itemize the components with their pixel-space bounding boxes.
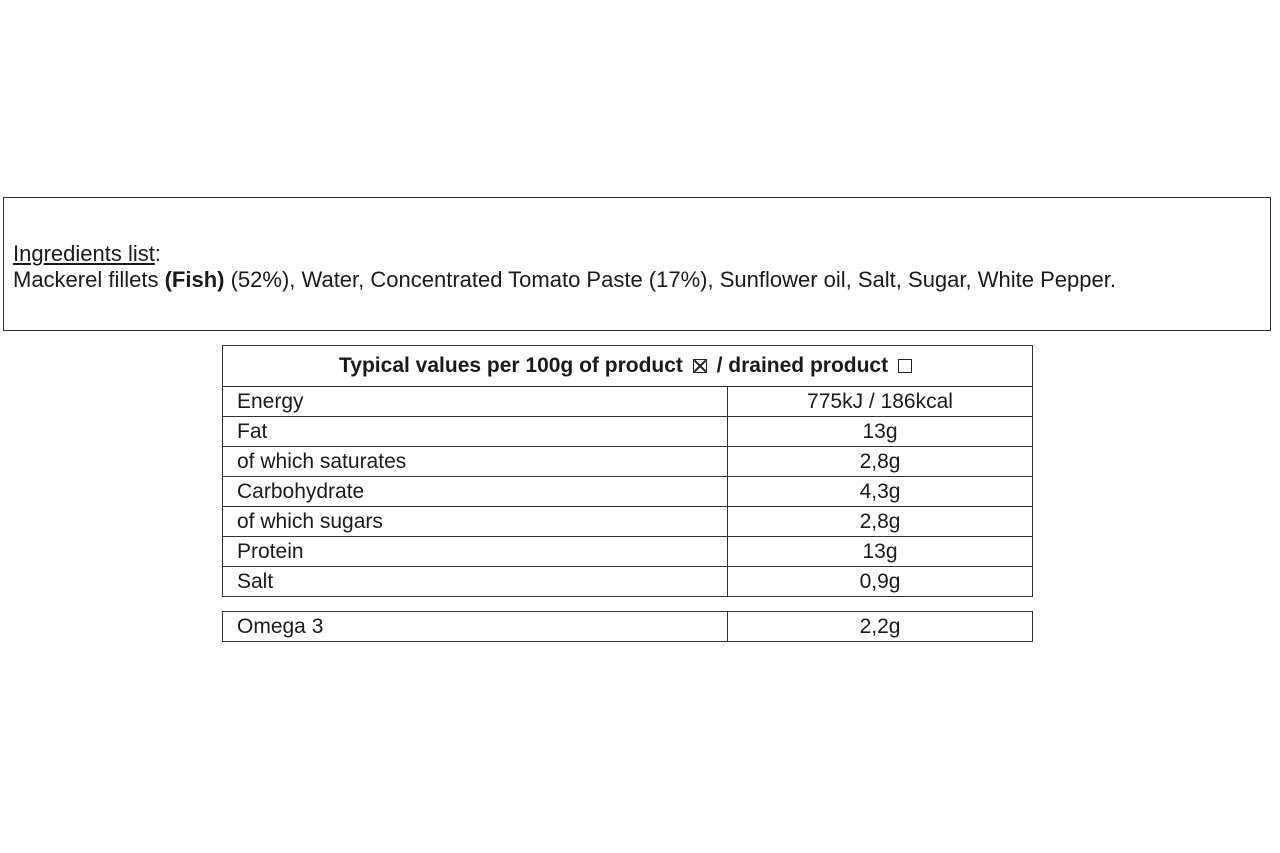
nutrition-header-row — [223, 346, 1033, 387]
nutrient-label: of which sugars — [223, 507, 728, 537]
ingredients-title: Ingredients list — [13, 241, 155, 266]
ingredients-text-rest: (52%), Water, Concentrated Tomato Paste (17%), Sunflower oil, Salt, Sugar, White Pepper. — [224, 267, 1116, 292]
nutrient-value: 13g — [728, 417, 1033, 447]
omega-table — [222, 611, 1033, 642]
nutrition-header — [223, 346, 1033, 387]
table-row — [223, 447, 1033, 477]
nutrient-value: 13g — [728, 537, 1033, 567]
nutrient-value: 4,3g — [728, 477, 1033, 507]
nutrient-label: Protein — [223, 537, 728, 567]
nutrition-table — [222, 345, 1033, 597]
nutrient-label: Salt — [223, 567, 728, 597]
ingredients-text-prefix: Mackerel fillets — [13, 267, 165, 292]
omega-label: Omega 3 — [223, 612, 728, 642]
ingredients-text — [13, 267, 1116, 293]
nutrient-label: Carbohydrate — [223, 477, 728, 507]
nutrition-header-product: Typical values per 100g of product — [339, 354, 683, 377]
drained-checkbox-empty-icon — [898, 359, 912, 373]
table-row — [223, 612, 1033, 642]
nutrient-label: Energy — [223, 387, 728, 417]
table-row — [223, 417, 1033, 447]
table-row — [223, 567, 1033, 597]
ingredients-heading — [13, 241, 161, 267]
table-row — [223, 477, 1033, 507]
product-checkbox-checked-icon — [693, 359, 707, 373]
table-row — [223, 507, 1033, 537]
nutrient-value: 775kJ / 186kcal — [728, 387, 1033, 417]
table-row — [223, 537, 1033, 567]
ingredients-box — [3, 197, 1271, 331]
ingredients-allergen: (Fish) — [164, 267, 225, 292]
nutrient-label: Fat — [223, 417, 728, 447]
nutrient-label: of which saturates — [223, 447, 728, 477]
ingredients-title-colon: : — [154, 241, 161, 266]
nutrition-header-drained: / drained product — [716, 354, 889, 377]
nutrient-value: 0,9g — [728, 567, 1033, 597]
nutrient-value: 2,8g — [728, 447, 1033, 477]
table-row — [223, 387, 1033, 417]
nutrient-value: 2,8g — [728, 507, 1033, 537]
omega-value: 2,2g — [728, 612, 1033, 642]
